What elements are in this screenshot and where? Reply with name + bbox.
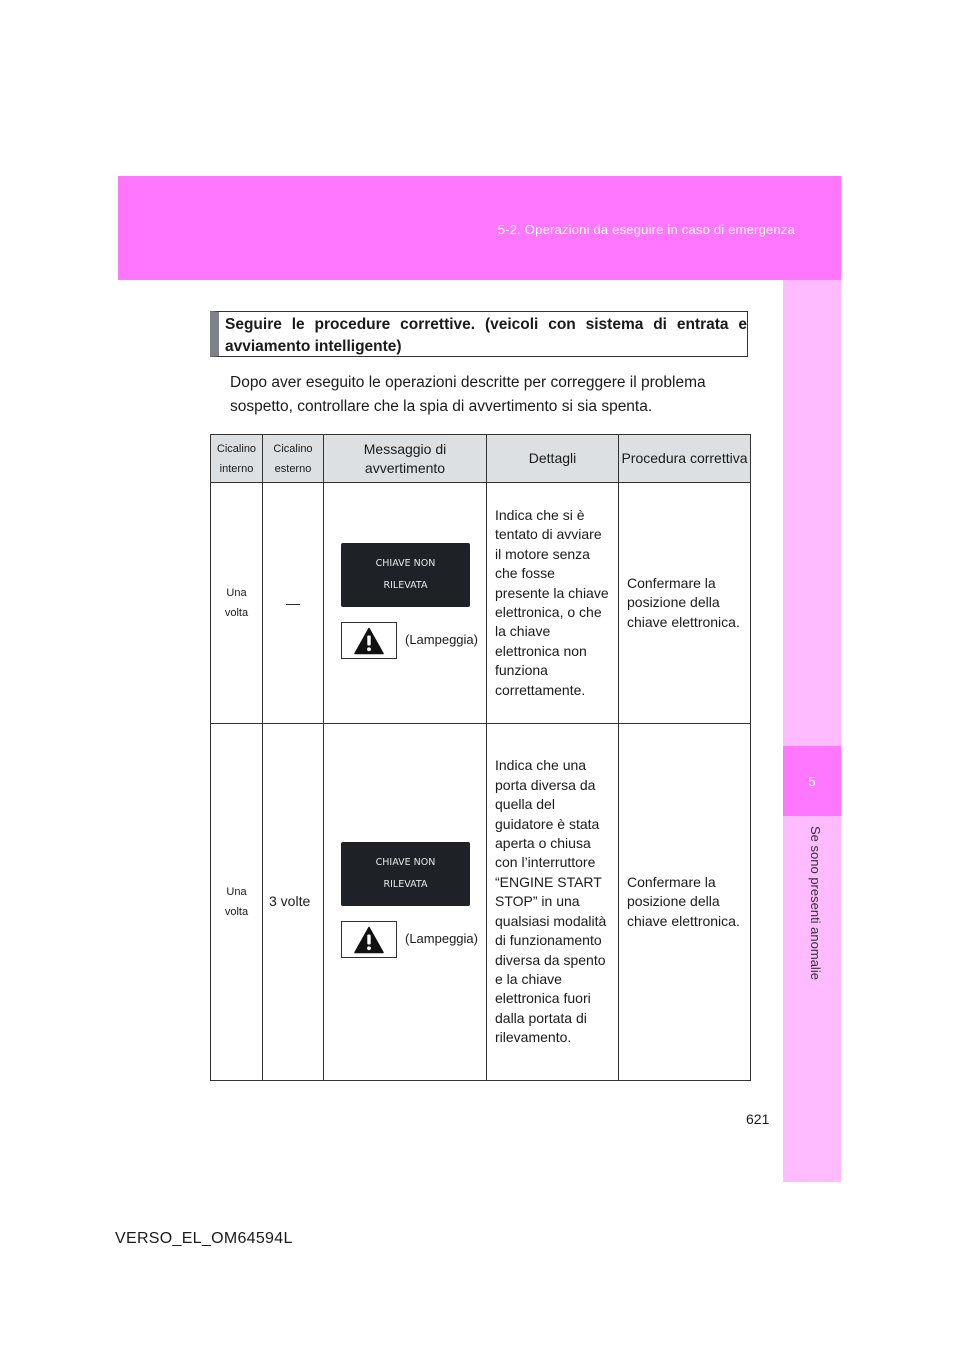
- document-code: VERSO_EL_OM64594L: [115, 1230, 293, 1247]
- table-row: [211, 483, 751, 724]
- flashing-label: (Lampeggia): [405, 632, 478, 647]
- page-number: 621: [746, 1111, 770, 1127]
- procedure-cell: Confermare la posizione della chiave elettronica.: [619, 724, 751, 1081]
- header-internal-buzzer: Cicalino interno: [211, 435, 263, 483]
- details-cell: Indica che una porta diversa da quella del guidatore è stata aperta o chiusa con l’interruttore “ENGINE START STOP” in una qualsiasi modalità di funzionamento diversa da spento e la chiave elettronica fuori dalla portata di rilevamento.: [487, 724, 619, 1081]
- procedure-cell: Confermare la posizione della chiave elettronica.: [619, 483, 751, 724]
- external-buzzer-cell: 3 volte: [263, 724, 324, 1081]
- side-chapter-number: 5: [808, 774, 816, 789]
- warning-table: [210, 434, 751, 1081]
- chapter-header-title: 5-2. Operazioni da eseguire in caso di emergenza: [497, 222, 795, 237]
- intro-paragraph: Dopo aver eseguito le operazioni descritte per correggere il problema sospetto, controllare che la spia di avvertimento si sia spenta.: [230, 374, 706, 415]
- warning-message-cell: [324, 724, 487, 1081]
- internal-buzzer-cell: Una volta: [211, 483, 263, 724]
- side-chapter-label: Se sono presenti anomalie: [808, 826, 823, 980]
- section-heading: Seguire le procedure correttive. (veicoli con sistema di entrata e avviamento intelligente): [225, 316, 747, 355]
- warning-light-box: [341, 622, 397, 659]
- header-details: Dettagli: [487, 435, 619, 483]
- section-heading-box: [210, 311, 748, 357]
- warning-triangle-icon: [354, 627, 384, 655]
- details-cell: Indica che si è tentato di avviare il motore senza che fosse presente la chiave elettronica, o che la chiave elettronica non funziona correttamente.: [487, 483, 619, 724]
- chapter-header-band: [118, 176, 841, 280]
- table-row: [211, 724, 751, 1081]
- internal-buzzer-cell: Una volta: [211, 724, 263, 1081]
- header-procedure: Procedura correttiva: [619, 435, 751, 483]
- header-warning-message: Messaggio di avvertimento: [324, 435, 487, 483]
- table-header-row: [211, 435, 751, 483]
- header-external-buzzer: Cicalino esterno: [263, 435, 324, 483]
- warning-triangle-icon: [354, 926, 384, 954]
- display-message: CHIAVE NON RILEVATA: [341, 543, 470, 607]
- side-chapter-tab: [783, 746, 841, 816]
- display-message: CHIAVE NON RILEVATA: [341, 842, 470, 906]
- side-tab-strip: [783, 280, 841, 1182]
- warning-message-cell: [324, 483, 487, 724]
- warning-light-box: [341, 921, 397, 958]
- flashing-label: (Lampeggia): [405, 931, 478, 946]
- external-buzzer-cell: —: [263, 483, 324, 724]
